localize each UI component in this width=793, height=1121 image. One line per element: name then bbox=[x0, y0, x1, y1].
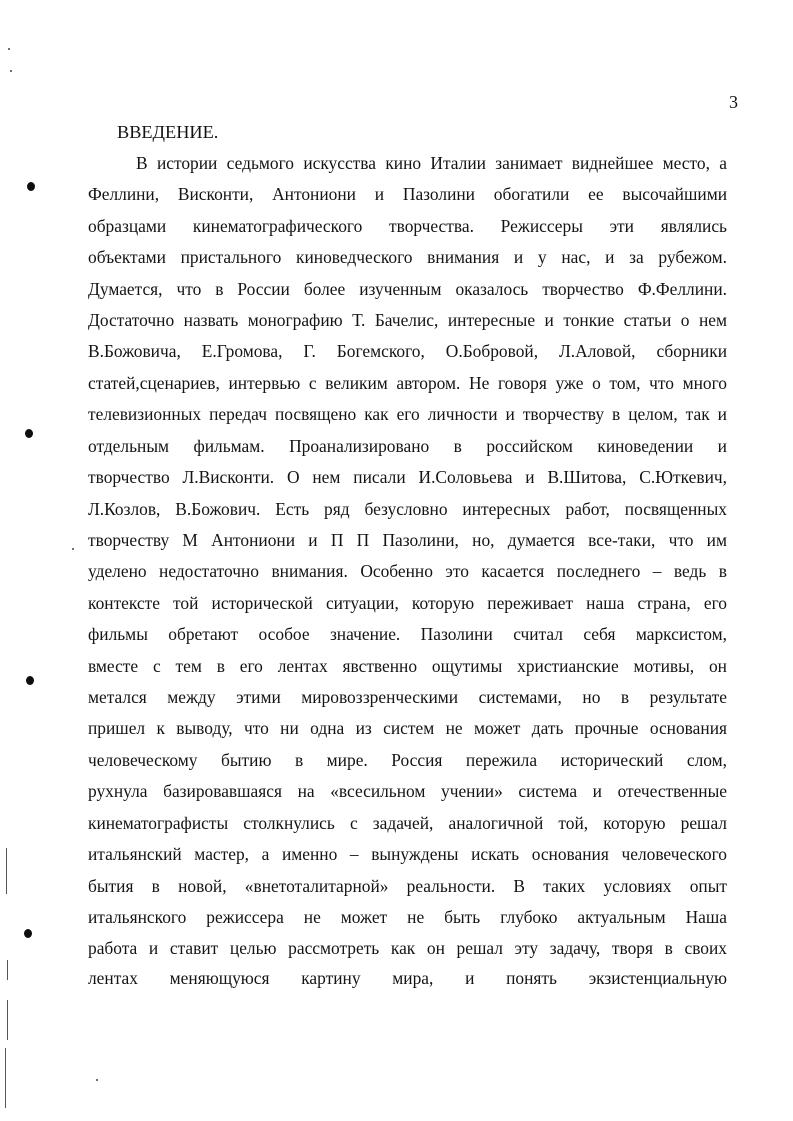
binder-hole-top bbox=[27, 182, 35, 191]
scan-edge-mark bbox=[7, 1000, 8, 1040]
paragraph-line: Л.Козлов, В.Божович. Есть ряд безусловно интересных работ, посвященных bbox=[88, 499, 727, 519]
paragraph-line: лентах меняющуюся картину мира, и понять экзистенциальную bbox=[88, 968, 727, 988]
paragraph-line: рухнула базировавшаяся на «всесильном учении» система и отечественные bbox=[88, 781, 727, 801]
paragraph-line: статей,сценариев, интервью с великим автором. Не говоря уже о том, что много bbox=[88, 373, 727, 393]
scan-edge-mark bbox=[6, 848, 7, 894]
paragraph-line: пришел к выводу, что ни одна из систем не может дать прочные основания bbox=[88, 718, 727, 738]
paragraph-line: работа и ставит целью рассмотреть как он решал эту задачу, творя в своих bbox=[88, 938, 727, 958]
scan-speck bbox=[96, 1079, 98, 1081]
paragraph-line: контексте той исторической ситуации, которую переживает наша страна, его bbox=[88, 593, 727, 613]
paragraph-line: творчеству М Антониони и П П Пазолини, но, думается все-таки, что им bbox=[88, 530, 727, 550]
binder-hole-lower-middle bbox=[26, 676, 34, 685]
binder-hole-upper-middle bbox=[25, 429, 33, 438]
section-heading: ВВЕДЕНИЕ. bbox=[117, 122, 219, 142]
paragraph-line: объектами пристального киноведческого внимания и у нас, и за рубежом. bbox=[88, 247, 727, 267]
binder-hole-bottom bbox=[24, 929, 32, 938]
paragraph-line: метался между этими мировоззренческими системами, но в результате bbox=[88, 687, 727, 707]
paragraph-line: итальянского режиссера не может не быть глубоко актуальным Наша bbox=[88, 907, 727, 927]
paragraph-line: творчество Л.Висконти. О нем писали И.Соловьева и В.Шитова, С.Юткевич, bbox=[88, 467, 727, 487]
scan-speck bbox=[10, 70, 12, 72]
paragraph-line: телевизионных передач посвящено как его личности и творчеству в целом, так и bbox=[88, 404, 727, 424]
paragraph-line: человеческому бытию в мире. Россия пережила исторический слом, bbox=[88, 750, 727, 770]
scan-edge-mark bbox=[5, 1048, 6, 1108]
scan-edge-mark bbox=[7, 960, 8, 980]
page-number: 3 bbox=[729, 92, 738, 112]
scan-speck bbox=[72, 548, 74, 550]
paragraph-line: фильмы обретают особое значение. Пазолини считал себя марксистом, bbox=[88, 624, 727, 644]
scan-speck bbox=[8, 48, 10, 50]
paragraph-line: Думается, что в России более изученным оказалось творчество Ф.Феллини. bbox=[88, 279, 727, 299]
paragraph-line: Феллини, Висконти, Антониони и Пазолини обогатили ее высочайшими bbox=[88, 184, 727, 204]
paragraph-line: уделено недостаточно внимания. Особенно это касается последнего – ведь в bbox=[88, 561, 727, 581]
paragraph-line: бытия в новой, «внетоталитарной» реальности. В таких условиях опыт bbox=[88, 876, 727, 896]
paragraph-line: вместе с тем в его лентах явственно ощутимы христианские мотивы, он bbox=[88, 656, 727, 676]
paragraph-line: В.Божовича, Е.Громова, Г. Богемского, О.Бобровой, Л.Аловой, сборники bbox=[88, 341, 727, 361]
paragraph-line: Достаточно назвать монографию Т. Бачелис, интересные и тонкие статьи о нем bbox=[88, 310, 727, 330]
paragraph-line: кинематографисты столкнулись с задачей, аналогичной той, которую решал bbox=[88, 813, 727, 833]
paragraph-line: итальянский мастер, а именно – вынуждены искать основания человеческого bbox=[88, 844, 727, 864]
paragraph-line: образцами кинематографического творчества. Режиссеры эти являлись bbox=[88, 216, 727, 236]
paragraph-line: отдельным фильмам. Проанализировано в российском киноведении и bbox=[88, 436, 727, 456]
paragraph-line: В истории седьмого искусства кино Италии занимает виднейшее место, а bbox=[136, 153, 727, 173]
